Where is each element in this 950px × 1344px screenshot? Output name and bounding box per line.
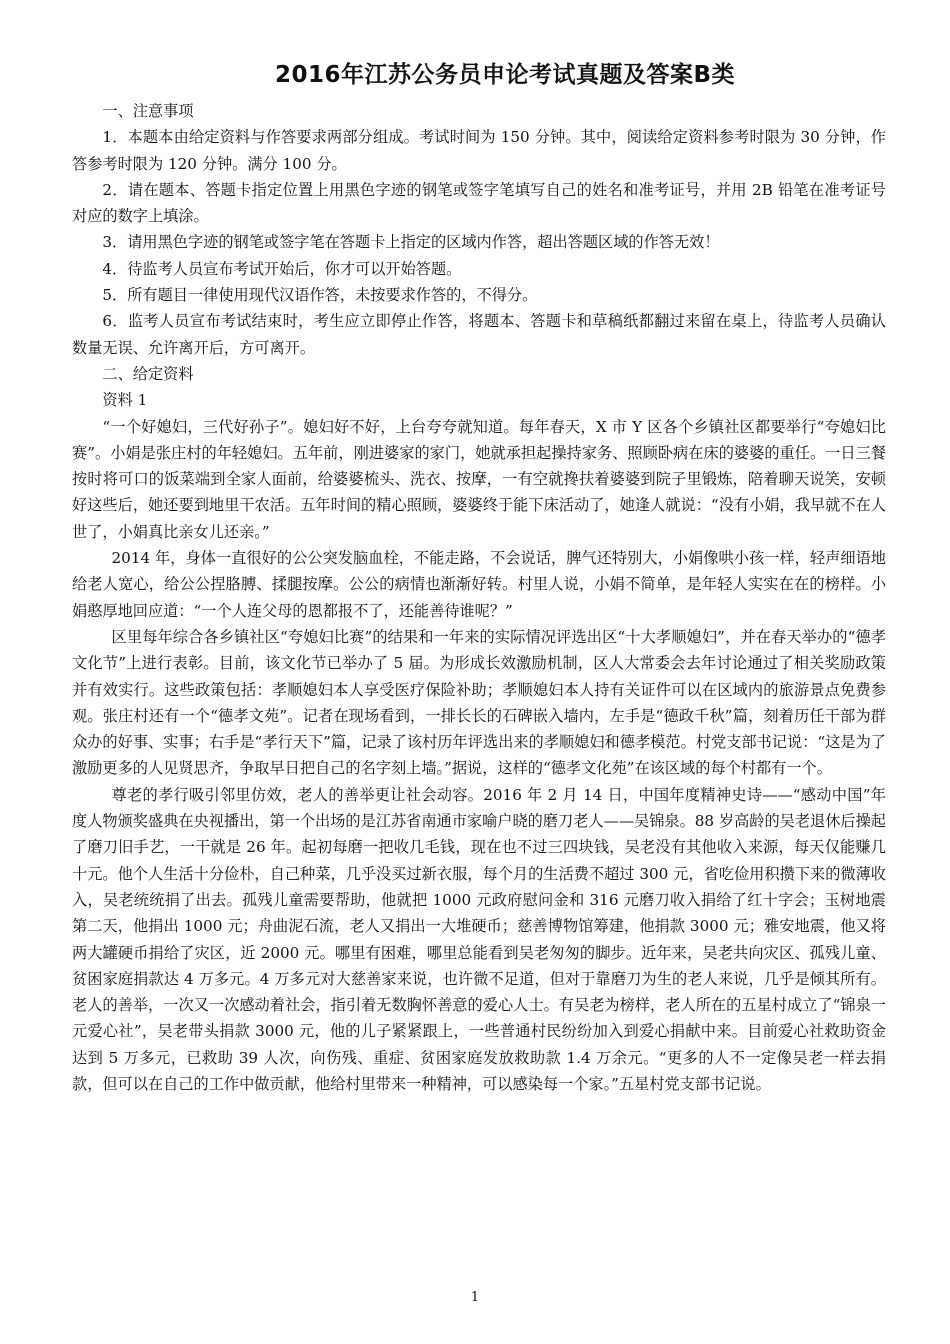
page-number: 1 — [470, 1290, 480, 1305]
material-paragraph: 区里每年综合各乡镇社区“夸媳妇比赛”的结果和一年来的实际情况评选出区“十大孝顺媳妇”，并在春天举办的“德孝文化节”上进行表彰。目前，该文化节已举办了 5 届。为形成长效激励机制，区人大常委会去年讨论通过了相关奖励政策并有效实行。这些政策包括：孝顺媳妇本人享受医疗保险补助；孝顺媳妇本人持有关证件可以在区域内的旅游景点免费参观。张庄村还有一个“德孝文苑”。记者在现场看到，一排长长的石碑嵌入墙内，左手是“德政千秋”篇，刻着历任干部为群众办的好事、实事；右手是“孝行天下”篇，记录了该村历年评选出来的孝顺媳妇和德孝模范。村党支部书记说：“这是为了激励更多的人见贤思齐，争取早日把自己的名字刻上墙。”据说，这样的“德孝文化苑”在该区域的每个村都有一个。 — [72, 627, 886, 778]
document-title: 2016年江苏公务员申论考试真题及答案B类 — [274, 62, 736, 88]
section-heading-notes: 一、注意事项 — [102, 102, 194, 120]
note-item: 3．请用黑色字迹的钢笔或签字笔在答题卡上指定的区域内作答，超出答题区域的作答无效！ — [102, 233, 720, 252]
note-item: 5．所有题目一律使用现代汉语作答，未按要求作答的，不得分。 — [102, 286, 538, 305]
material-label: 资料 1 — [102, 391, 148, 410]
note-item: 1．本题本由给定资料与作答要求两部分组成。考试时间为 150 分钟。其中，阅读给定资料参考时限为 30 分钟，作答参考时限为 120 分钟。满分 100 分。 — [72, 128, 886, 173]
material-paragraph: 尊老的孝行吸引邻里仿效，老人的善举更让社会动容。2016 年 2 月 14 日，中国年度精神史诗——“感动中国”年度人物颁奖盛典在央视播出，第一个出场的是江苏省南通市家喻户晓的磨刀老人——吴锦泉。88 岁高龄的吴老退休后操起了磨刀旧手艺，一干就是 26 年。起初每磨一把收几毛钱，现在也不过三四块钱，吴老没有其他收入来源，每天仅能赚几十元。他个人生活十分俭朴，自己种菜，几乎没买过新衣服，每个月的生活费不超过 300 元，省吃俭用积攒下来的微薄收入，吴老统统捐了出去。孤残儿童需要帮助，他就把 1000 元政府慰问金和 316 元磨刀收入捐给了红十字会；玉树地震第二天，他捐出 1000 元；舟曲泥石流，老人又捐出一大堆硬币；慈善博物馆筹建，他捐款 3000 元；雅安地震，他又将两大罐硬币捐给了灾区，近 2000 元。哪里有困难，哪里总能看到吴老匆匆的脚步。近年来，吴老共向灾区、孤残儿童、贫困家庭捐款达 4 万多元。4 万多元对大慈善家来说，也许微不足道，但对于靠磨刀为生的老人来说，几乎是倾其所有。老人的善举，一次又一次感动着社会，指引着无数胸怀善意的爱心人士。有吴老为榜样，老人所在的五星村成立了“锦泉一元爱心社”，吴老带头捐款 3000 元，他的儿子紧紧跟上，一些普通村民纷纷加入到爱心捐献中来。目前爱心社救助资金达到 5 万多元，已救助 39 人次，向伤残、重症、贫困家庭发放救助款 1.4 万余元。“更多的人不一定像吴老一样去捐款，但可以在自己的工作中做贡献，他给村里带来一种精神，可以感染每一个家。”五星村党支部书记说。 — [72, 785, 886, 1093]
material-paragraph: “一个好媳妇，三代好孙子”。媳妇好不好，上台夸夸就知道。每年春天，X 市 Y 区各个乡镇社区都要举行“夸媳妇比赛”。小娟是张庄村的年轻媳妇。五年前，刚进婆家的家门，她就承担起操持家务、照顾卧病在床的婆婆的重任。一日三餐按时将可口的饭菜端到全家人面前，给婆婆梳头、洗衣、按摩，一有空就搀扶着婆婆到院子里锻炼，陪着聊天说笑，安顿好这些后，她还要到地里干农活。五年时间的精心照顾，婆婆终于能下床活动了，她逢人就说：“没有小娟，我早就不在人世了，小娟真比亲女儿还亲。” — [72, 417, 886, 541]
section-heading-materials: 二、给定资料 — [102, 364, 194, 383]
note-item: 2．请在题本、答题卡指定位置上用黑色字迹的钢笔或签字笔填写自己的姓名和准考证号，并用 2B 铅笔在准考证号对应的数字上填涂。 — [72, 180, 886, 226]
note-item: 4．待监考人员宣布考试开始后，你才可以开始答题。 — [102, 259, 462, 278]
document-body — [72, 98, 886, 1097]
material-paragraph: 2014 年，身体一直很好的公公突发脑血栓，不能走路，不会说话，脾气还特别大，小娟像哄小孩一样，轻声细语地给老人宽心，给公公捏胳膊、揉腿按摩。公公的病情也渐渐好转。村里人说，小娟不简单，是年轻人实实在在的榜样。小娟憨厚地回应道：“一个人连父母的恩都报不了，还能善待谁呢？” — [72, 549, 886, 620]
note-item: 6．监考人员宣布考试结束时，考生应立即停止作答，将题本、答题卡和草稿纸都翻过来留在桌上，待监考人员确认数量无误、允许离开后，方可离开。 — [72, 312, 886, 357]
